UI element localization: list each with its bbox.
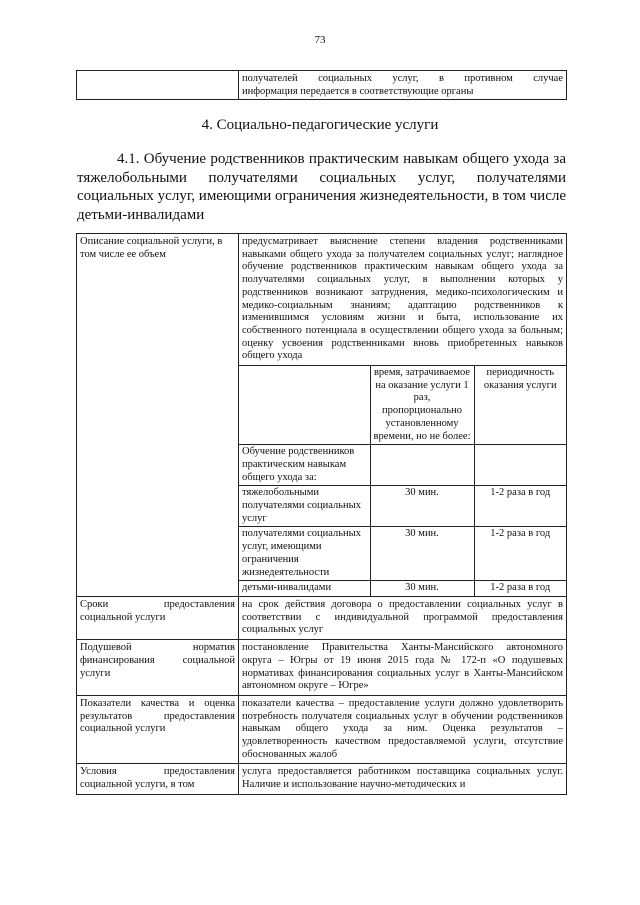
subsection-title: 4.1. Обучение родственников практическим навыкам общего ухода за тяжелобольными получателями социальных услуг, получателями социальных услуг, имеющими ограничения жизнедеятельности, в том числе детьми-инвалидами: [77, 151, 566, 223]
continued-table-text-cell: [239, 71, 567, 100]
terms-label: Сроки предоставления социальной услуги: [77, 596, 239, 639]
item-name: детьми-инвалидами: [239, 581, 370, 596]
quality-label: Показатели качества и оценка результатов предоставления социальной услуги: [77, 695, 239, 764]
subsection-title-block: [77, 150, 566, 224]
quality-text: показатели качества – предоставление услуги должно удовлетворить потребность получателя социальных услуг в обучении родственников навыкам общего ухода за ним. Оценка результатов – удовлетворенность качеством предоставляемой услуги, отсутствие обоснованных жалоб: [239, 695, 567, 764]
description-text: предусматривает выяснение степени владения родственниками навыками общего ухода за получателем социальных услуг; наглядное обучение родственников практическим навыкам общего ухода за получателями социальных услуг, в выполнении которых у родственников возникают затруднения, медико-психологическим и медико-социальным знаниям; адаптацию родственников к изменившимся условиям жизни и быта, использование их собственного потенциала в осуществлении общего ухода за больным; оценку усвоения родственниками вновь приобретенных навыков общего ухода: [242, 236, 563, 362]
item-frequency: 1-2 раза в год: [474, 527, 566, 581]
conditions-label: Условия предоставления социальной услуги, в том: [77, 764, 239, 794]
item-name: тяжелобольными получателями социальных услуг: [239, 486, 370, 527]
intro-empty-frequency: [474, 445, 566, 486]
table-row: [77, 764, 567, 794]
continued-table: [76, 70, 567, 100]
time-table-empty-header: [239, 366, 370, 445]
continued-line-2: информация передается в соответствующие органы: [242, 86, 474, 97]
continued-table-empty-cell: [77, 71, 239, 100]
item-name: получателями социальных услуг, имеющими ограничения жизнедеятельности: [239, 527, 370, 581]
description-cell: [239, 234, 567, 597]
table-row: [239, 527, 566, 581]
conditions-text: услуга предоставляется работником поставщика социальных услуг. Наличие и использование научно-методических и: [239, 764, 567, 794]
header-frequency: периодичность оказания услуги: [474, 366, 566, 445]
service-table: [76, 233, 567, 795]
page-number: 73: [314, 34, 326, 46]
terms-text: на срок действия договора о предоставлении социальных услуг в соответствии с индивидуальной программой предоставления социальных услуг: [239, 596, 567, 639]
norm-text: постановление Правительства Ханты-Мансийского автономного округа – Югры от 19 июня 2015 года № 172-п «О подушевых нормативах финансирования социальных услуг в Ханты-Мансийском автономном округе – Югре»: [239, 640, 567, 696]
time-table: [239, 365, 566, 596]
norm-label: Подушевой норматив финансирования социальной услуги: [77, 640, 239, 696]
item-frequency: 1-2 раза в год: [474, 581, 566, 596]
time-table-intro-row: [239, 445, 566, 486]
intro-empty-time: [370, 445, 474, 486]
table-row: [239, 581, 566, 596]
description-label: Описание социальной услуги, в том числе ее объем: [77, 234, 239, 597]
table-row: [77, 640, 567, 696]
table-row: [77, 234, 567, 597]
item-frequency: 1-2 раза в год: [474, 486, 566, 527]
header-time: время, затрачиваемое на оказание услуги 1 раз, пропорционально установленному времени, но не более:: [370, 366, 474, 445]
time-table-header-row: [239, 366, 566, 445]
item-time: 30 мин.: [370, 527, 474, 581]
table-row: [239, 486, 566, 527]
table-row: [77, 596, 567, 639]
intro-text: Обучение родственников практическим навыкам общего ухода за:: [239, 445, 370, 486]
continued-line-1: получателей социальных услуг, в противном случае: [242, 73, 563, 84]
table-row: [77, 695, 567, 764]
item-time: 30 мин.: [370, 486, 474, 527]
section-title: 4. Социально-педагогические услуги: [201, 117, 439, 133]
item-time: 30 мин.: [370, 581, 474, 596]
